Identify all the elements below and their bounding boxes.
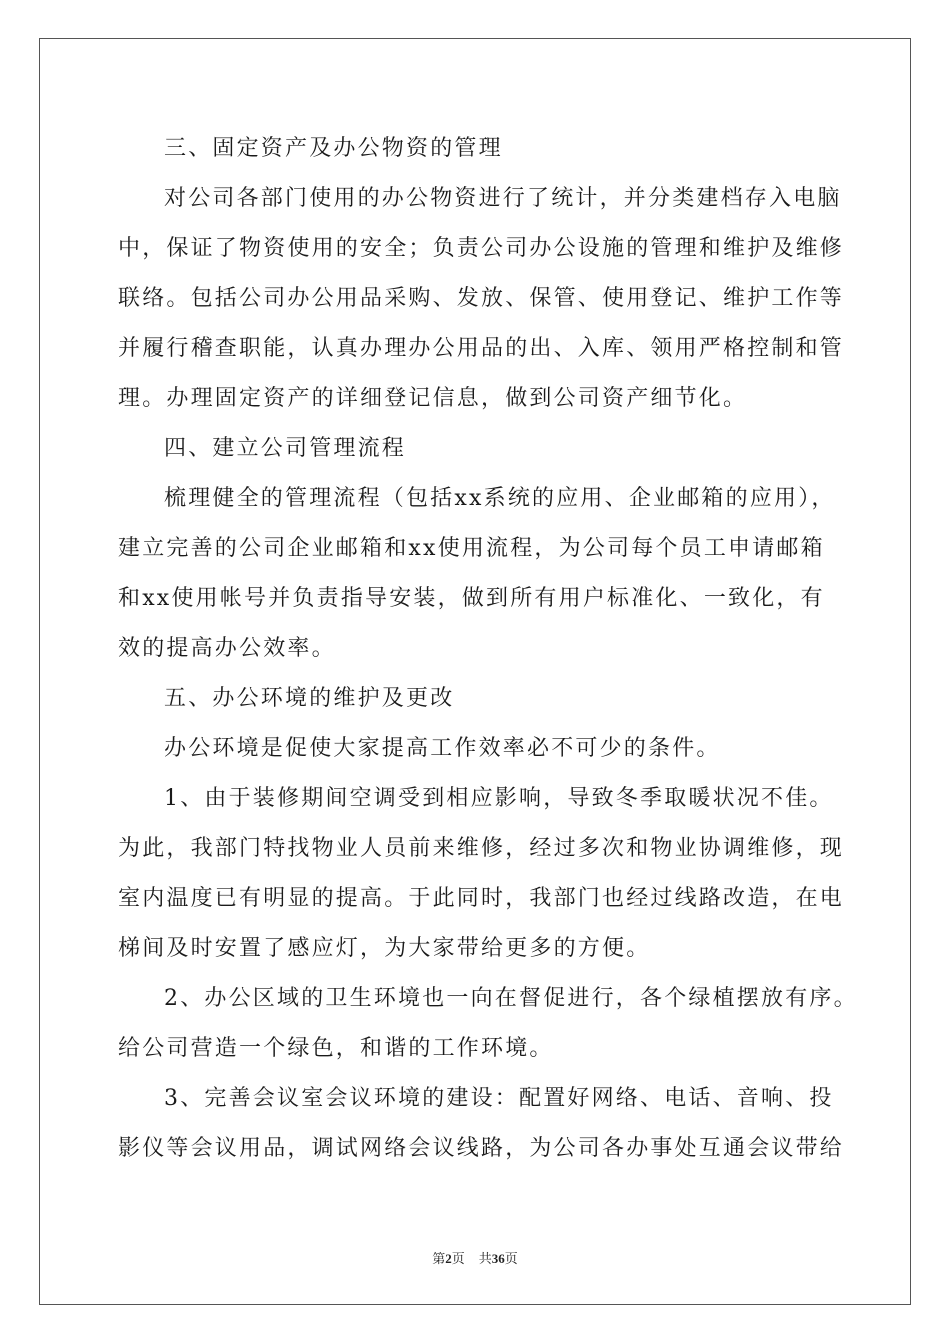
document-body — [118, 124, 858, 1174]
paragraph-line: 给公司营造一个绿色，和谐的工作环境。 — [118, 1036, 554, 1061]
paragraph-line: 和xx使用帐号并负责指导安装，做到所有用户标准化、一致化，有 — [118, 586, 825, 611]
paragraph-line: 2、办公区域的卫生环境也一向在督促进行，各个绿植摆放有序。 — [164, 986, 858, 1011]
footer-total-number: 36 — [491, 1251, 505, 1266]
footer-total-prefix: 共 — [478, 1251, 492, 1266]
footer-page-number: 2 — [445, 1251, 452, 1266]
paragraph-line: 效的提高办公效率。 — [118, 636, 336, 661]
paragraph-line: 梯间及时安置了感应灯，为大家带给更多的方便。 — [118, 936, 651, 961]
paragraph-line: 理。办理固定资产的详细登记信息，做到公司资产细节化。 — [118, 386, 748, 411]
paragraph-line: 为此，我部门特找物业人员前来维修，经过多次和物业协调维修，现 — [118, 836, 845, 861]
footer-page-prefix: 第 — [432, 1251, 446, 1266]
footer-page-suffix: 页 — [451, 1251, 465, 1266]
paragraph-line: 并履行稽查职能，认真办理办公用品的出、入库、领用严格控制和管 — [118, 336, 845, 361]
section-heading-3: 三、固定资产及办公物资的管理 — [164, 136, 503, 161]
section-heading-5: 五、办公环境的维护及更改 — [164, 686, 455, 711]
paragraph-line: 办公环境是促使大家提高工作效率必不可少的条件。 — [164, 736, 721, 761]
paragraph-line: 室内温度已有明显的提高。于此同时，我部门也经过线路改造，在电 — [118, 886, 845, 911]
paragraph-line: 梳理健全的管理流程（包括xx系统的应用、企业邮箱的应用）， — [164, 486, 836, 511]
paragraph-line: 3、完善会议室会议环境的建设：配置好网络、电话、音响、投 — [164, 1086, 834, 1111]
paragraph-line: 对公司各部门使用的办公物资进行了统计，并分类建档存入电脑 — [164, 186, 842, 211]
paragraph-line: 建立完善的公司企业邮箱和xx使用流程，为公司每个员工申请邮箱 — [118, 536, 825, 561]
section-heading-4: 四、建立公司管理流程 — [164, 436, 407, 461]
paragraph-line: 1、由于装修期间空调受到相应影响，导致冬季取暖状况不佳。 — [164, 786, 834, 811]
paragraph-line: 联络。包括公司办公用品采购、发放、保管、使用登记、维护工作等 — [118, 286, 845, 311]
paragraph-line: 影仪等会议用品，调试网络会议线路，为公司各办事处互通会议带给 — [118, 1136, 845, 1161]
paragraph-line: 中，保证了物资使用的安全；负责公司办公设施的管理和维护及维修 — [118, 236, 845, 261]
page-footer — [0, 1248, 950, 1267]
footer-total-suffix: 页 — [504, 1251, 518, 1266]
